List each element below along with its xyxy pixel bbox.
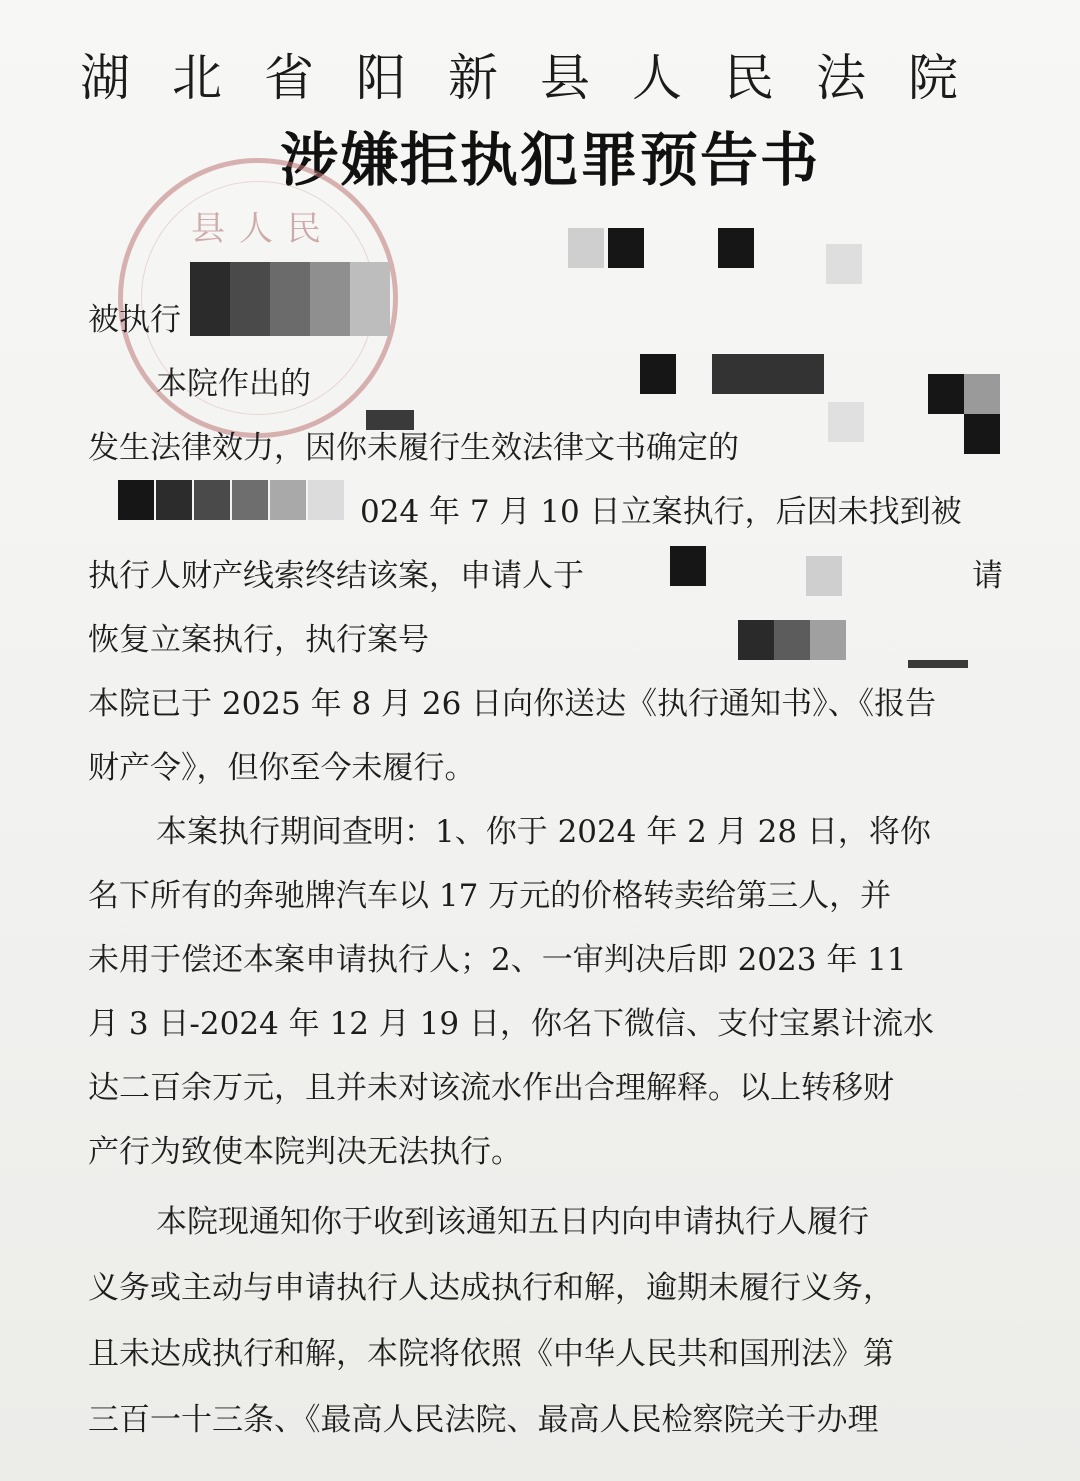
body-line: 执行人财产线索终结该案，申请人于 [88,558,584,594]
body-line: 财产令》，但你至今未履行。 [88,750,476,786]
body-line: 且未达成执行和解，本院将依照《中华人民共和国刑法》第 [88,1336,894,1372]
body-line: 月 3 日-2024 年 12 月 19 日，你名下微信、支付宝累计流水 [88,1006,934,1042]
body-line: 达二百余万元，且并未对该流水作出合理解释。以上转移财 [88,1070,894,1106]
body-line: 未用于偿还本案申请执行人；2、一审判决后即 2023 年 11 [88,942,907,978]
body-line: 产行为致使本院判决无法执行。 [88,1134,522,1170]
body-line: 本院已于 2025 年 8 月 26 日向你送达《执行通知书》、《报告 [88,686,937,722]
body-line: 被执行 [88,302,181,338]
body-line: 义务或主动与申请执行人达成执行和解，逾期未履行义务， [88,1270,894,1306]
document-title: 涉嫌拒执犯罪预告书 [280,126,821,194]
body-line: 本案执行期间查明：1、你于 2024 年 2 月 28 日，将你 [156,814,931,850]
body-line: 三百一十三条、《最高人民法院、最高人民检察院关于办理 [88,1402,879,1438]
body-line: 本院作出的 [156,366,311,402]
seal-text: 县人民 [191,209,335,249]
body-line: 名下所有的奔驰牌汽车以 17 万元的价格转卖给第三人，并 [88,878,892,914]
body-line: 恢复立案执行，执行案号 [88,622,429,658]
body-line: 024 年 7 月 10 日立案执行，后因未找到被 [360,494,962,530]
body-line: 本院现通知你于收到该通知五日内向申请执行人履行 [156,1204,869,1240]
body-line: 发生法律效力，因你未履行生效法律文书确定的 [88,430,739,466]
court-name: 湖北省阳新县人民法院 [80,49,1000,107]
line-fragment: 请 [972,558,1003,594]
